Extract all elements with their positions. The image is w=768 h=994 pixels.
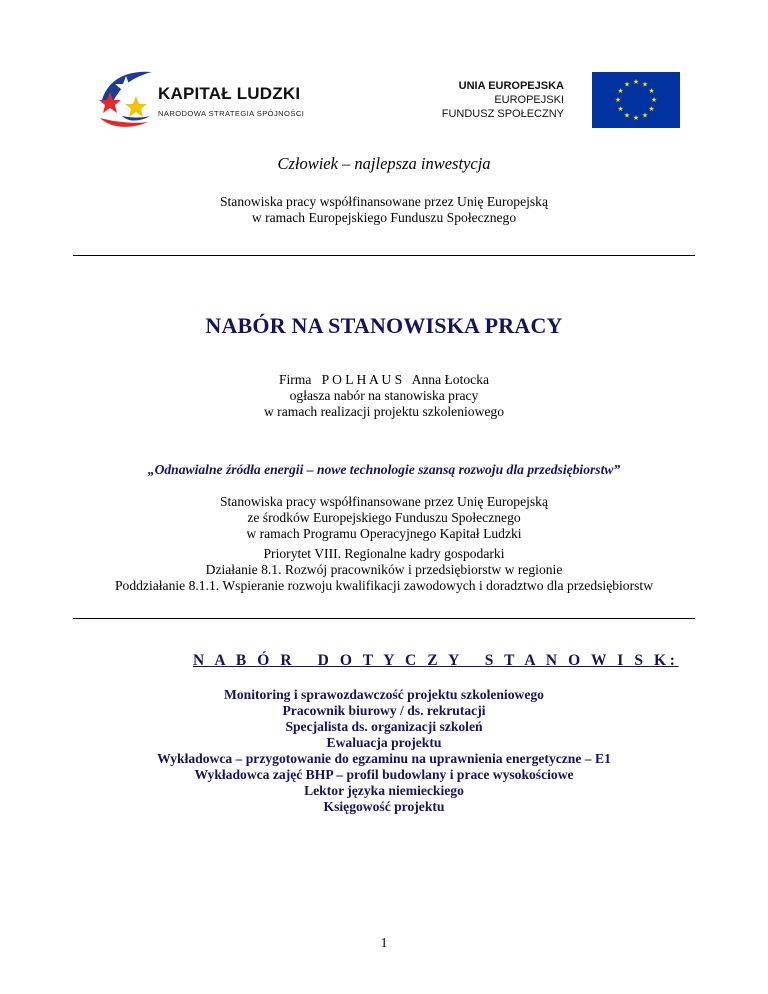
eu-logo-line1: UNIA EUROPEJSKA [458,80,564,92]
list-item: Specjalista ds. organizacji szkoleń [285,719,483,734]
svg-text:★: ★ [617,105,624,113]
svg-text:★: ★ [623,111,631,120]
svg-text:★: ★ [648,105,655,113]
cofinance-top [0,194,768,226]
cofinance-top-line: Stanowiska pracy współfinansowane przez Unię Europejską [219,194,549,209]
svg-text:★: ★ [632,78,640,86]
eu-logo-text [442,79,564,121]
list-item: Lektor języka niemieckiego [304,783,464,798]
svg-text:★: ★ [650,96,658,104]
announcement-line: w ramach realizacji projektu szkoleniowego [263,404,505,419]
submeasure-line: Poddziałanie 8.1.1. Wspieranie rozwoju kwalifikacji zawodowych i doradztwo dla przedsiębiorstw [114,578,654,593]
svg-text:★: ★ [623,80,631,89]
announcement-line: ogłasza nabór na stanowiska pracy [289,388,479,403]
measure-line: Działanie 8.1. Rozwój pracowników i przedsiębiorstw w regionie [205,562,563,577]
cofinance-mid-line: ze środków Europejskiego Funduszu Społecznego [247,510,521,525]
motto: Człowiek – najlepsza inwestycja [277,154,491,173]
svg-text:★: ★ [641,111,649,120]
announcement [0,372,768,420]
page-title: NABÓR NA STANOWISKA PRACY [205,313,563,338]
cofinance-mid-line: w ramach Programu Operacyjnego Kapitał Ludzki [246,526,522,541]
divider [73,255,695,256]
firma-line [0,372,768,388]
positions-heading: N A B Ó R D O T Y C Z Y S T A N O W I S K: [193,652,679,669]
priority-info [0,546,768,594]
firma-name: P O L H A U S [321,372,403,387]
list-item: Pracownik biurowy / ds. rekrutacji [282,703,486,718]
project-title: „Odnawialne źródła energii – nowe technologie szansą rozwoju dla przedsiębiorstw” [147,462,621,477]
svg-text:★: ★ [641,80,649,89]
list-item: Wykładowca zajęć BHP – profil budowlany i prace wysokościowe [194,767,574,782]
list-item: Wykładowca – przygotowanie do egzaminu na uprawnienia energetyczne – E1 [157,751,611,766]
cofinance-mid-line: Stanowiska pracy współfinansowane przez Unię Europejską [219,494,549,509]
cofinance-top-line: w ramach Europejskiego Funduszu Społecznego [251,210,517,225]
divider [73,618,695,619]
svg-text:★: ★ [614,96,622,104]
cofinance-mid [0,494,768,542]
kapital-ludzki-star-emblem-icon [96,66,158,134]
svg-text:★: ★ [648,87,655,95]
svg-text:★: ★ [632,114,640,122]
positions-list [0,687,768,815]
eu-logo-line3: FUNDUSZ SPOŁECZNY [441,108,564,120]
list-item: Księgowość projektu [323,799,445,814]
firma-owner: Anna Łotocka [411,372,490,387]
kapital-ludzki-title: KAPITAŁ LUDZKI [158,84,301,103]
page-number: 1 [380,935,388,950]
eu-logo-line2: EUROPEJSKI [494,94,564,106]
eu-flag-icon [592,72,680,128]
kapital-ludzki-subtitle: NARODOWA STRATEGIA SPÓJNOŚCI [158,109,305,118]
svg-text:★: ★ [617,87,624,95]
priority-line: Priorytet VIII. Regionalne kadry gospodarki [263,546,505,561]
list-item: Ewaluacja projektu [326,735,442,750]
kapital-ludzki-logo [96,66,336,134]
firma-label: Firma [278,372,312,387]
eu-logo [441,72,692,128]
list-item: Monitoring i sprawozdawczość projektu szkoleniowego [224,687,544,702]
